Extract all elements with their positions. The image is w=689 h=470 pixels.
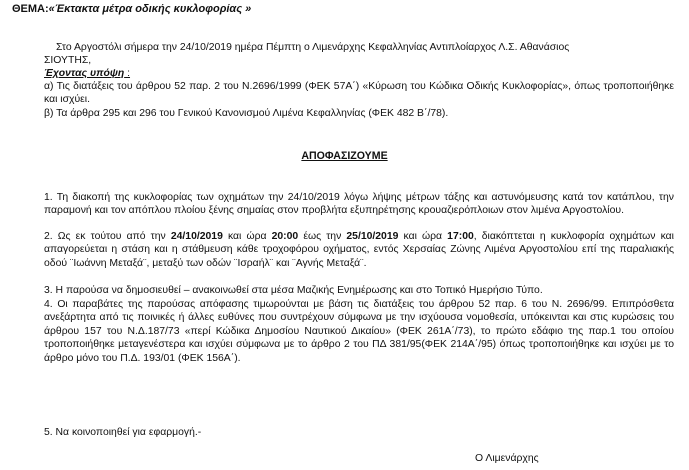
p2-date-start: 24/10/2019 — [170, 231, 223, 242]
subject-prefix: ΘΕΜΑ: — [12, 3, 49, 15]
decision-heading: ΑΠΟΦΑΣΙΖΟΥΜΕ — [301, 150, 388, 162]
decision-paragraph-5: 5. Να κοινοποιηθεί για εφαρμογή.- — [44, 427, 202, 438]
consideration-a: α) Τις διατάξεις του άρθρου 52 παρ. 2 του Ν.2696/1999 (ΦΕΚ 57Α΄) «Κύρωση του Κώδικα Οδικής Κυκλοφορίας», όπως τροποποιήθηκε και ισχύει. — [44, 81, 674, 106]
p2-text-d: και ώρα — [398, 231, 448, 242]
intro-line-1: Στο Αργοστόλι σήμερα την 24/10/2019 ημέρα Πέμπτη ο Λιμενάρχης Κεφαλληνίας Αντιπλοίαρχος Λ.Σ. Αθανάσιος — [56, 42, 570, 53]
having-label: Έχοντας υπόψη — [44, 68, 125, 79]
subject-title: «Έκτακτα μέτρα οδικής κυκλοφορίας » — [48, 3, 252, 15]
signature-harbour-master: Ο Λιμενάρχης — [475, 453, 539, 464]
p2-text-c: έως την — [298, 231, 347, 242]
document-subject — [12, 3, 251, 16]
intro-line-2: ΣΙΟΥΤΗΣ, — [44, 55, 92, 66]
p2-time-end: 17:00 — [447, 231, 474, 242]
decision-paragraph-4: 4. Οι παραβάτες της παρούσας απόφασης τιμωρούνται με βάση τις διατάξεις του άρθρου 52 παρ. 6 του Ν. 2696/99. Επιπρόσθετα ανεξάρτητα από τις ποινικές ή άλλες ευθύνες που συντρέχουν σύμφωνα με την ισχύουσα νομοθεσία, υπόκεινται και στις κυρώσεις του άρθρου 157 του Ν.Δ.187/73 «περί Κώδικα Δημοσίου Ναυτικού Δικαίου» (ΦΕΚ 261Α΄/73), το πρώτο εδάφιο της παρ.1 του οποίου τροποποιήθηκε μεταγενέστερα και ισχύει σύμφωνα με το άρθρο 2 του ΠΔ 381/95(ΦΕΚ 214Α΄/95) όπως τροποποιήθηκε και ισχύει με το άρθρο μόνο του Π.Δ. 193/01 (ΦΕΚ 156Α΄). — [44, 299, 674, 364]
p2-text-b: και ώρα — [222, 231, 272, 242]
p2-time-start: 20:00 — [271, 231, 299, 242]
p2-text-a: 2. Ως εκ τούτου από την — [44, 231, 171, 242]
decision-paragraph-2 — [44, 230, 674, 270]
p2-text-e: , διακόπτεται η κυκλοφορία οχημάτων και απαγορεύεται η στάση και η στάθμευση κάθε τροχοφόρου οχήματος, εντός Χερσαίας Ζώνης Λιμένα Αργοστολίου επί της παραλιακής οδού ¨Ιωάννη Μεταξά¨, μεταξύ των οδών ¨Ισραήλ¨ και ¨Αγνής Μεταξά¨. — [44, 231, 674, 269]
decision-paragraph-3: 3. Η παρούσα να δημοσιευθεί – ανακοινωθεί στα μέσα Μαζικής Ενημέρωσης και στο Τοπικό Ημερήσιο Τύπο. — [44, 285, 543, 296]
decision-paragraph-1: 1. Τη διακοπή της κυκλοφορίας των οχημάτων την 24/10/2019 λόγω λήψης μέτρων τάξης και αστυνόμευσης κατά τον κατάπλου, την παραμονή και τον απόπλου πλοίου ξένης σημαίας στον προβλήτα εξυπηρέτησης κρουαζιερόπλοιων στον λιμένα Αργοστολίου. — [44, 192, 674, 217]
having-colon: : — [124, 68, 131, 79]
p2-date-end: 25/10/2019 — [346, 231, 399, 242]
having-heading — [44, 67, 130, 80]
consideration-b: β) Τα άρθρα 295 και 296 του Γενικού Κανονισμού Λιμένα Κεφαλληνίας (ΦΕΚ 482 Β΄/78). — [44, 108, 449, 119]
